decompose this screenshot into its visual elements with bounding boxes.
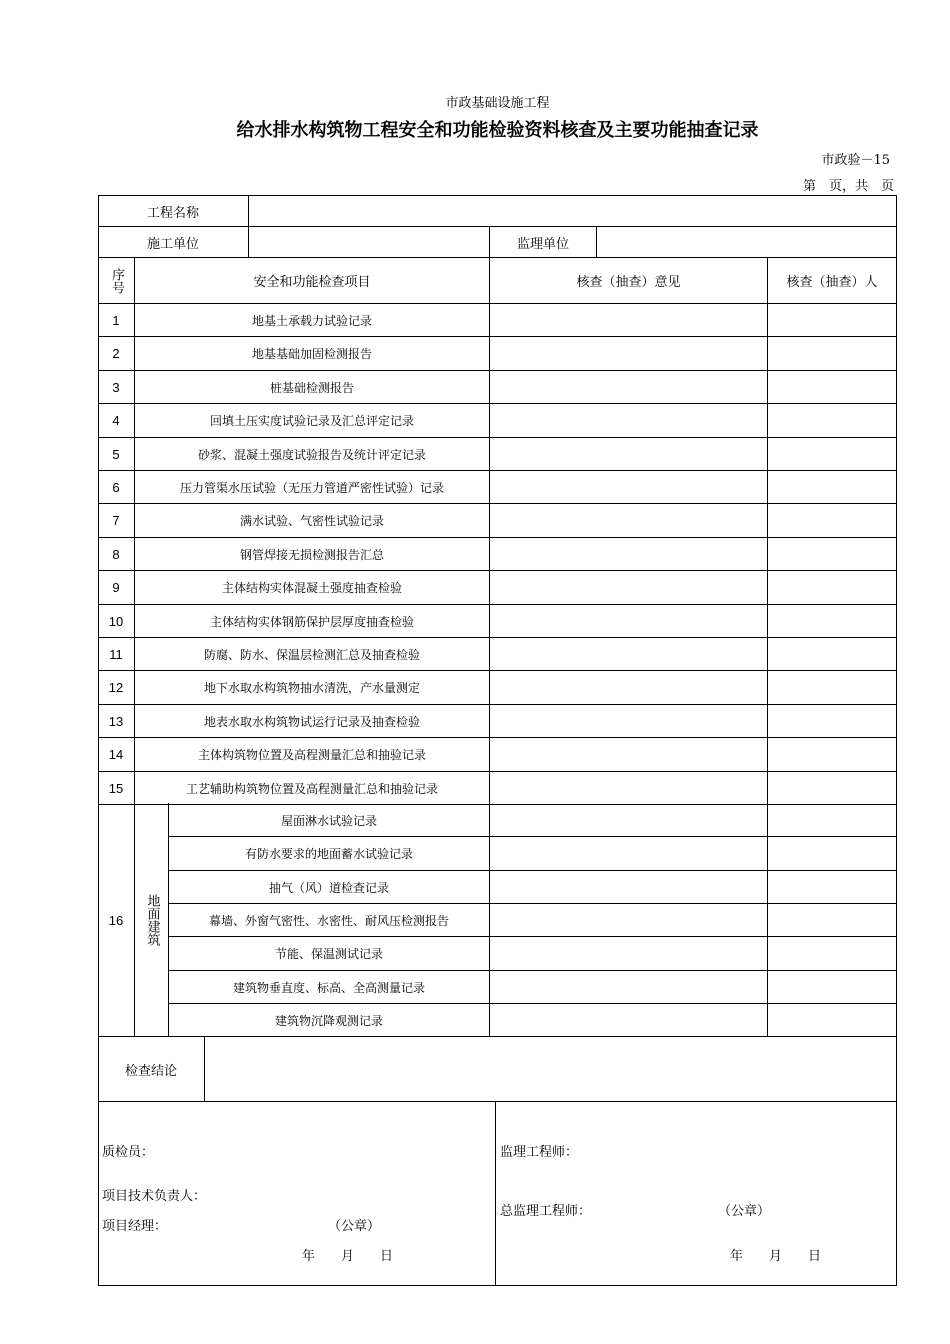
row-seq: 13 xyxy=(108,713,124,729)
opinion-header: 核查（抽查）意见 xyxy=(576,275,681,290)
right-date: 年 月 日 xyxy=(730,1249,822,1264)
row-16-item: 建筑物垂直度、标高、全高测量记录 xyxy=(232,980,425,995)
project-name-field[interactable] xyxy=(249,196,896,226)
row-seq: 4 xyxy=(112,413,120,428)
row-inspector-field[interactable] xyxy=(768,738,896,771)
row-seq: 14 xyxy=(108,747,124,762)
row-item: 压力管渠水压试验（无压力管道严密性试验）记录 xyxy=(179,480,444,495)
row-16-inspector-field[interactable] xyxy=(768,904,896,936)
row-16-opinion-field[interactable] xyxy=(490,837,767,870)
row-16-inspector-field[interactable] xyxy=(768,871,896,903)
row-item: 桩基础检测报告 xyxy=(269,380,354,395)
row-16-opinion-field[interactable] xyxy=(490,871,767,903)
form-subtitle: 市政基础设施工程 xyxy=(445,95,550,111)
row-seq: 9 xyxy=(112,580,120,595)
row-16-opinion-field[interactable] xyxy=(490,904,767,936)
row-inspector-field[interactable] xyxy=(768,438,896,470)
row-opinion-field[interactable] xyxy=(490,538,767,570)
row-16-item: 建筑物沉降观测记录 xyxy=(274,1013,383,1028)
row-opinion-field[interactable] xyxy=(490,772,767,804)
row-item: 地基土承载力试验记录 xyxy=(251,313,372,328)
row-opinion-field[interactable] xyxy=(490,471,767,503)
row-opinion-field[interactable] xyxy=(490,705,767,737)
seq-header: 序号 xyxy=(109,267,124,294)
row-inspector-field[interactable] xyxy=(768,471,896,503)
row-16-item: 屋面淋水试验记录 xyxy=(280,813,377,828)
row-opinion-field[interactable] xyxy=(490,605,767,637)
row-inspector-field[interactable] xyxy=(768,538,896,570)
row-item: 防腐、防水、保温层检测汇总及抽查检验 xyxy=(203,647,420,662)
row-seq: 15 xyxy=(108,780,124,796)
page-info: 第 页，共 页 xyxy=(802,179,894,194)
row-16-inspector-field[interactable] xyxy=(768,1004,896,1036)
row-16-item: 节能、保温测试记录 xyxy=(274,947,383,961)
row-inspector-field[interactable] xyxy=(768,638,896,670)
row-opinion-field[interactable] xyxy=(490,337,767,370)
construction-unit-label: 施工单位 xyxy=(146,236,199,252)
row-16-inspector-field[interactable] xyxy=(768,804,896,836)
row-16-item: 有防水要求的地面蓄水试验记录 xyxy=(244,847,413,861)
row-16-seq: 16 xyxy=(108,912,124,928)
row-inspector-field[interactable] xyxy=(768,571,896,604)
row-seq: 5 xyxy=(112,446,120,462)
row-opinion-field[interactable] xyxy=(490,438,767,470)
row-opinion-field[interactable] xyxy=(490,738,767,771)
row-item: 主体构筑物位置及高程测量汇总和抽验记录 xyxy=(197,748,426,762)
project-name-label: 工程名称 xyxy=(146,205,199,221)
row-seq: 8 xyxy=(112,546,120,562)
row-item: 主体结构实体钢筋保护层厚度抽查检验 xyxy=(209,614,414,629)
row-item: 钢管焊接无损检测报告汇总 xyxy=(239,547,384,562)
conclusion-label: 检查结论 xyxy=(124,1063,177,1079)
supervising-engineer-label: 监理工程师： xyxy=(500,1145,579,1160)
project-manager-label: 项目经理： xyxy=(102,1219,168,1234)
row-16-opinion-field[interactable] xyxy=(490,937,767,970)
row-16-opinion-field[interactable] xyxy=(490,804,767,836)
row-opinion-field[interactable] xyxy=(490,638,767,670)
row-inspector-field[interactable] xyxy=(768,337,896,370)
row-seq: 3 xyxy=(112,379,120,395)
row-item: 满水试验、气密性试验记录 xyxy=(239,514,384,528)
row-opinion-field[interactable] xyxy=(490,671,767,704)
construction-unit-field[interactable] xyxy=(249,227,489,257)
row-opinion-field[interactable] xyxy=(490,504,767,537)
row-16-opinion-field[interactable] xyxy=(490,1004,767,1036)
row-16-item: 幕墙、外窗气密性、水密性、耐风压检测报告 xyxy=(208,913,449,928)
quality-inspector-label: 质检员： xyxy=(102,1145,155,1160)
form-code: 市政验－15 xyxy=(821,153,890,168)
supervision-unit-label: 监理单位 xyxy=(516,236,569,252)
row-item: 回填土压实度试验记录及汇总评定记录 xyxy=(209,414,414,428)
row-item: 砂浆、混凝土强度试验报告及统计评定记录 xyxy=(197,447,426,462)
row-item: 地下水取水构筑物抽水清洗，产水量测定 xyxy=(203,681,420,695)
row-item: 主体结构实体混凝土强度抽查检验 xyxy=(221,581,402,595)
row-seq: 6 xyxy=(112,479,120,495)
row-16-opinion-field[interactable] xyxy=(490,971,767,1003)
row-inspector-field[interactable] xyxy=(768,404,896,437)
supervision-unit-field[interactable] xyxy=(597,227,896,257)
inspector-header: 核查（抽查）人 xyxy=(786,275,878,290)
row-inspector-field[interactable] xyxy=(768,605,896,637)
left-seal: （公章） xyxy=(328,1219,381,1234)
row-16-inspector-field[interactable] xyxy=(768,837,896,870)
chief-supervising-engineer-label: 总监理工程师： xyxy=(500,1204,592,1219)
row-opinion-field[interactable] xyxy=(490,304,767,336)
form-title: 给水排水构筑物工程安全和功能检验资料核查及主要功能抽查记录 xyxy=(236,120,759,141)
row-seq: 11 xyxy=(109,646,123,662)
item-header: 安全和功能检查项目 xyxy=(253,275,371,290)
row-item: 地基基础加固检测报告 xyxy=(251,347,372,361)
row-item: 工艺辅助构筑物位置及高程测量汇总和抽验记录 xyxy=(185,781,438,796)
row-item: 地表水取水构筑物试运行记录及抽查检验 xyxy=(203,714,420,729)
row-seq: 7 xyxy=(112,513,120,528)
row-inspector-field[interactable] xyxy=(768,671,896,704)
tech-lead-label: 项目技术负责人： xyxy=(102,1189,207,1204)
right-seal: （公章） xyxy=(718,1204,771,1219)
conclusion-field[interactable] xyxy=(205,1037,896,1101)
row-seq: 12 xyxy=(108,680,124,695)
row-opinion-field[interactable] xyxy=(490,371,767,403)
row-seq: 1 xyxy=(112,312,120,328)
row-inspector-field[interactable] xyxy=(768,304,896,336)
row-seq: 10 xyxy=(108,613,124,629)
row-16-inspector-field[interactable] xyxy=(768,937,896,970)
left-date: 年 月 日 xyxy=(302,1249,394,1264)
row-inspector-field[interactable] xyxy=(768,772,896,804)
row-opinion-field[interactable] xyxy=(490,404,767,437)
row-inspector-field[interactable] xyxy=(768,504,896,537)
row-inspector-field[interactable] xyxy=(768,371,896,403)
row-16-inspector-field[interactable] xyxy=(768,971,896,1003)
row-opinion-field[interactable] xyxy=(490,571,767,604)
row-seq: 2 xyxy=(112,346,120,361)
row-inspector-field[interactable] xyxy=(768,705,896,737)
row-16-item: 抽气（风）道检查记录 xyxy=(268,880,389,895)
row-16-category: 地面建筑 xyxy=(144,894,160,946)
